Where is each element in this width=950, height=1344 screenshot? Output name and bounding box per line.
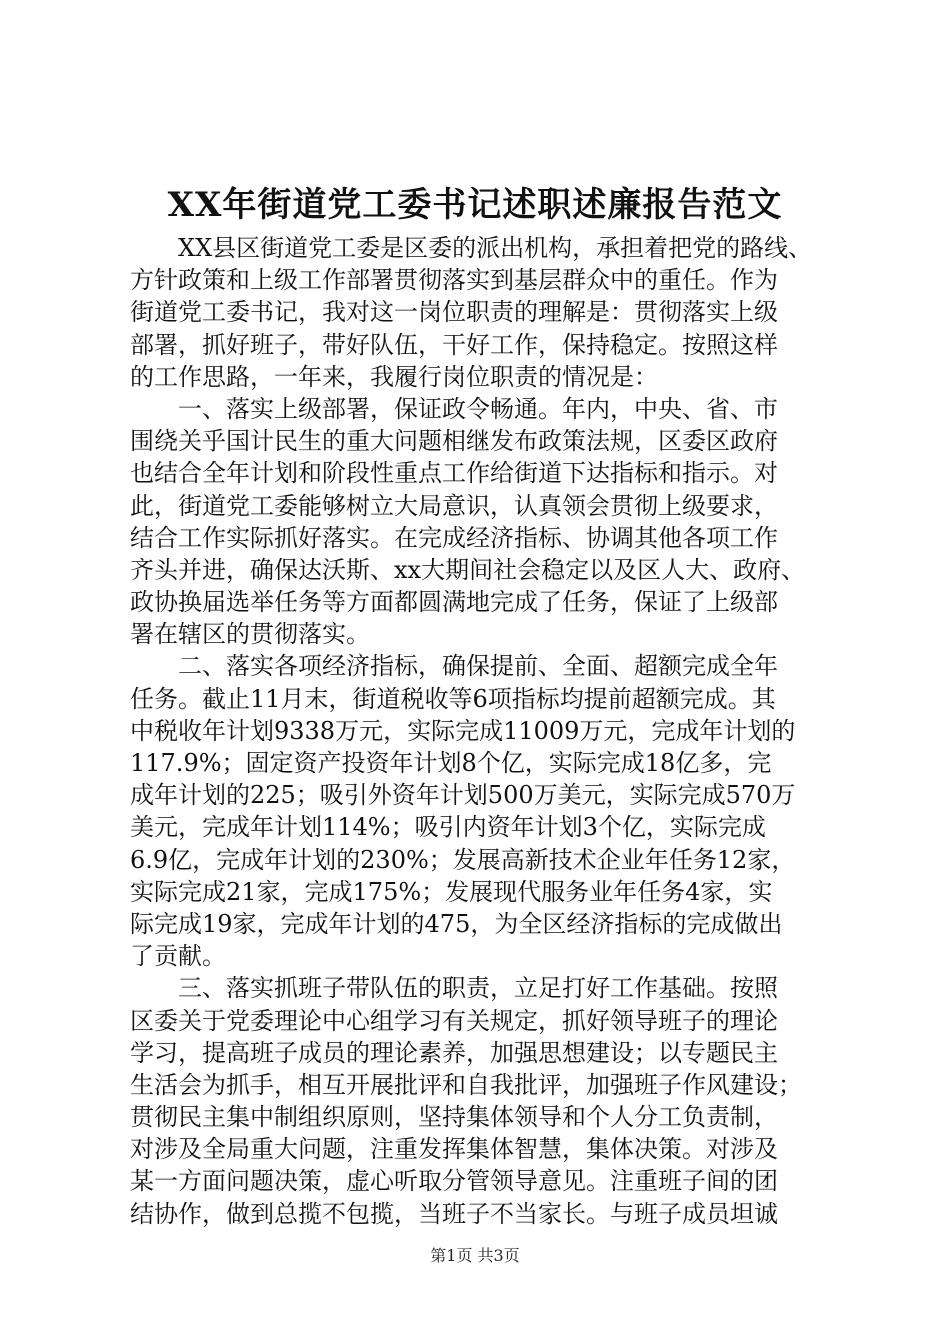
paragraph-line: 此，街道党工委能够树立大局意识，认真领会贯彻上级要求， xyxy=(130,491,778,520)
paragraph-line: 方针政策和上级工作部署贯彻落实到基层群众中的重任。作为 xyxy=(130,266,778,295)
paragraph-line: 结协作，做到总揽不包揽，当班子不当家长。与班子成员坦诚 xyxy=(130,1199,778,1228)
paragraph-line: 署在辖区的贯彻落实。 xyxy=(130,620,370,649)
page-number: 第1页 共3页 xyxy=(430,1246,520,1265)
paragraph-line: 部署，抓好班子，带好队伍，干好工作，保持稳定。按照这样 xyxy=(130,330,778,359)
paragraph-line: 的工作思路，一年来，我履行岗位职责的情况是： xyxy=(130,362,658,391)
paragraph-line: 也结合全年计划和阶段性重点工作给街道下达指标和指示。对 xyxy=(130,459,778,488)
paragraph-line: 政协换届选举任务等方面都圆满地完成了任务，保证了上级部 xyxy=(130,588,778,617)
paragraph-line: 某一方面问题决策，虚心听取分管领导意见。注重班子间的团 xyxy=(130,1167,778,1196)
paragraph-line: 结合工作实际抓好落实。在完成经济指标、协调其他各项工作 xyxy=(130,523,778,552)
paragraph-line: 实际完成21家，完成175%；发展现代服务业年任务4家，实 xyxy=(130,877,773,906)
paragraph-line: 际完成19家，完成年计划的475，为全区经济指标的完成做出 xyxy=(130,909,783,938)
paragraph-line: 区委关于党委理论中心组学习有关规定，抓好领导班子的理论 xyxy=(130,1006,778,1035)
paragraph-line: 一、落实上级部署，保证政令畅通。年内，中央、省、市 xyxy=(178,394,778,423)
paragraph-line: 美元，完成年计划114%；吸引内资年计划3个亿，实际完成 xyxy=(130,813,766,842)
paragraph-line: 成年计划的225；吸引外资年计划500万美元，实际完成570万 xyxy=(130,781,796,810)
paragraph-line: 对涉及全局重大问题，注重发挥集体智慧，集体决策。对涉及 xyxy=(130,1135,778,1164)
paragraph-line: 了贡献。 xyxy=(130,942,226,971)
paragraph-line: 任务。截止11月末，街道税收等6项指标均提前超额完成。其 xyxy=(130,684,776,713)
paragraph-line: 齐头并进，确保达沃斯、xx大期间社会稳定以及区人大、政府、 xyxy=(130,555,806,584)
paragraph-line: 中税收年计划9338万元，实际完成11009万元，完成年计划的 xyxy=(130,716,796,745)
document-title: XX年街道党工委书记述职述廉报告范文 xyxy=(167,185,783,225)
paragraph-line: 学习，提高班子成员的理论素养，加强思想建设；以专题民主 xyxy=(130,1038,778,1067)
paragraph-line: 生活会为抓手，相互开展批评和自我批评，加强班子作风建设； xyxy=(130,1070,802,1099)
document-body xyxy=(130,232,842,1230)
paragraph-line: 6.9亿，完成年计划的230%；发展高新技术企业年任务12家， xyxy=(130,845,796,874)
paragraph-line: 街道党工委书记，我对这一岗位职责的理解是：贯彻落实上级 xyxy=(130,298,778,327)
paragraph-line: 贯彻民主集中制组织原则，坚持集体领导和个人分工负责制， xyxy=(130,1103,778,1132)
paragraph-line: XX县区街道党工委是区委的派出机构，承担着把党的路线、 xyxy=(178,234,813,262)
paragraph-line: 围绕关乎国计民生的重大问题相继发布政策法规，区委区政府 xyxy=(130,427,778,456)
paragraph-line: 三、落实抓班子带队伍的职责，立足打好工作基础。按照 xyxy=(178,974,778,1003)
paragraph-line: 二、落实各项经济指标，确保提前、全面、超额完成全年 xyxy=(178,652,778,681)
paragraph-line: 117.9%；固定资产投资年计划8个亿，实际完成18亿多，完 xyxy=(130,749,772,777)
